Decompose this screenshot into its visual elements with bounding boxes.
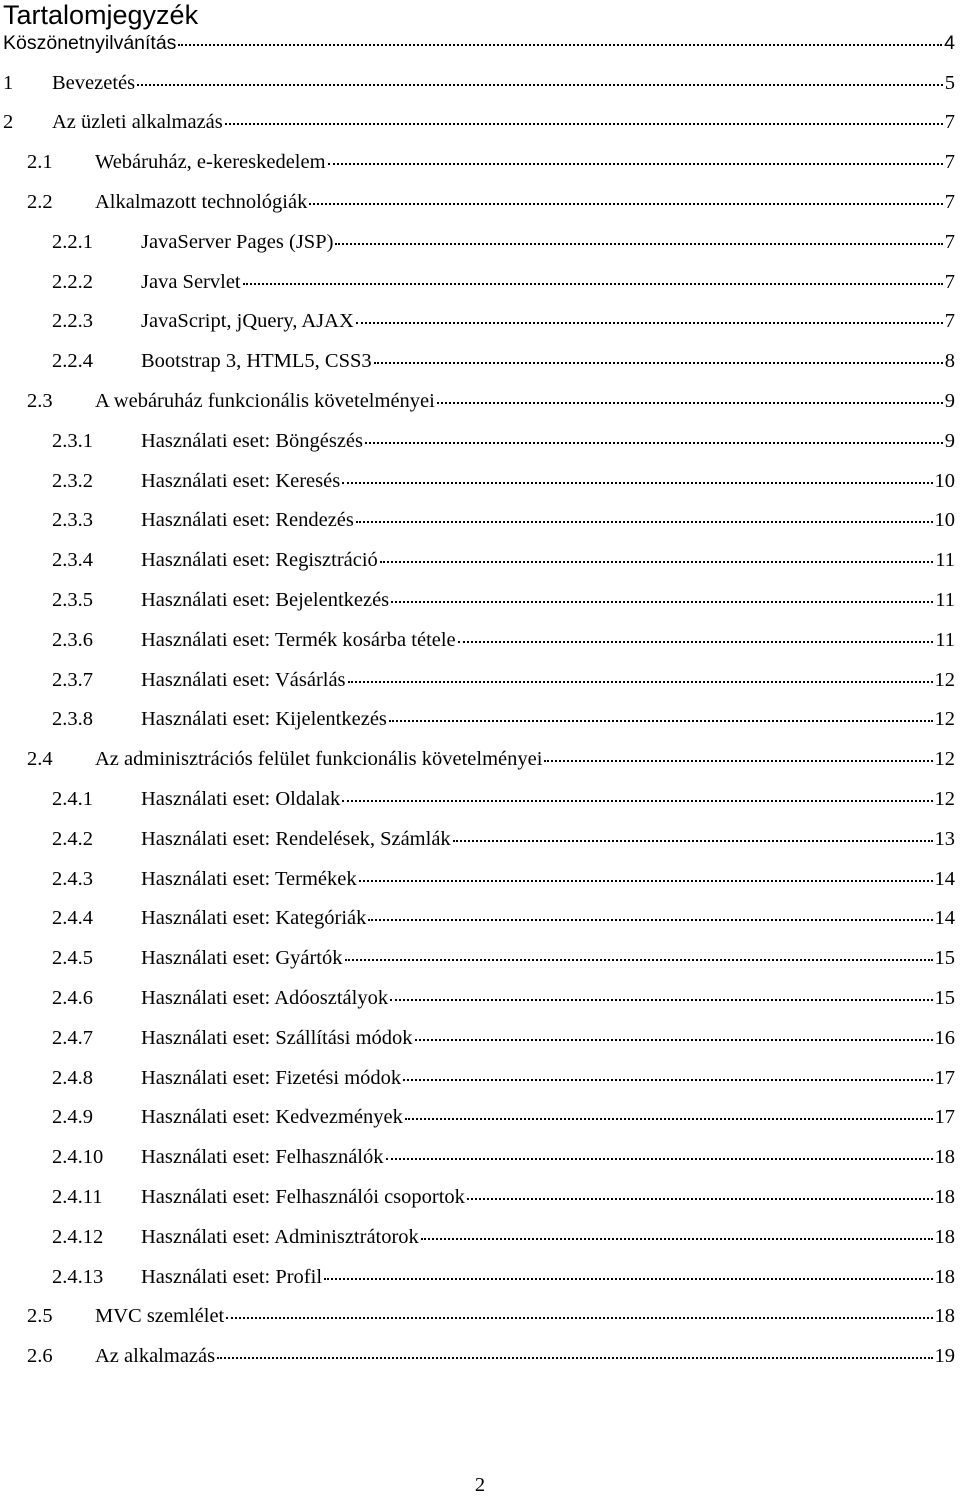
toc-entry-number: 2.4.5 [52, 947, 93, 970]
toc-entry-number: 2.2.3 [52, 310, 93, 333]
toc-entry-number: 2.3 [27, 389, 53, 412]
toc-entry-line [52, 310, 955, 333]
toc-entry-title: Használati eset: Kedvezmények [141, 1106, 403, 1129]
toc-dot-leader [389, 720, 933, 722]
toc-entry-line [52, 231, 955, 254]
toc-entry[interactable] [0, 743, 960, 783]
toc-entry-number: 2.3.7 [52, 668, 93, 691]
toc-dot-leader [453, 840, 933, 842]
toc-entry-line [27, 1305, 955, 1328]
toc-dot-leader [342, 482, 932, 484]
toc-entry-title: Használati eset: Keresés [141, 469, 341, 492]
toc-entry-line [52, 271, 955, 294]
toc-entry-page: 16 [934, 1026, 955, 1049]
toc-entry-number: 2.2.4 [52, 350, 93, 373]
toc-entry-page: 13 [934, 827, 955, 850]
toc-dot-leader [178, 44, 942, 46]
toc-entry[interactable] [0, 863, 960, 903]
toc-entry-title: Az adminisztrációs felület funkcionális követelményei [95, 748, 543, 771]
toc-entry-page: 14 [934, 907, 955, 930]
toc-entry-title: A webáruház funkcionális követelményei [95, 389, 435, 412]
toc-dot-leader [421, 1238, 933, 1240]
toc-entry-page: 19 [934, 1345, 955, 1368]
toc-entry[interactable] [0, 226, 960, 266]
toc-entry-page: 15 [934, 947, 955, 970]
toc-entry-page: 12 [934, 668, 955, 691]
toc-entry-line [52, 470, 955, 493]
toc-entry[interactable] [0, 345, 960, 385]
toc-entry-line [27, 191, 955, 214]
toc-entry-page: 12 [934, 748, 955, 771]
toc-entry-number: 2.4.6 [52, 986, 93, 1009]
toc-entry-title: Használati eset: Fizetési módok [141, 1066, 402, 1089]
toc-entry-line [52, 430, 955, 453]
toc-dot-leader [391, 601, 933, 603]
toc-entry-page: 5 [944, 71, 955, 94]
toc-entry-page: 11 [935, 549, 955, 572]
toc-entry-page: 7 [944, 151, 955, 174]
toc-entry[interactable] [0, 704, 960, 744]
toc-entry[interactable] [0, 1181, 960, 1221]
toc-entry-title: MVC szemlélet [95, 1305, 225, 1328]
toc-entry-number: 2.4.1 [52, 787, 93, 810]
toc-entry-title: Használati eset: Szállítási módok [141, 1026, 413, 1049]
toc-entry-page: 7 [944, 111, 955, 134]
toc-entry[interactable] [0, 942, 960, 982]
toc-entry-title: Használati eset: Böngészés [141, 429, 364, 452]
toc-entry-line [27, 1345, 955, 1368]
toc-entry-line [52, 629, 955, 652]
toc-dot-leader [342, 800, 932, 802]
toc-dot-leader [390, 999, 932, 1001]
toc-entry-number: 2.4.2 [52, 827, 93, 850]
toc-dot-leader [345, 959, 933, 961]
toc-entry-page: 15 [934, 986, 955, 1009]
toc-dot-leader [405, 1118, 933, 1120]
toc-entry-number: 2.3.8 [52, 708, 93, 731]
toc-entry-number: 2.4.8 [52, 1066, 93, 1089]
toc-entry-page: 18 [934, 1146, 955, 1169]
toc-entry-title: Az alkalmazás [95, 1345, 216, 1368]
toc-entry-page: 11 [935, 628, 955, 651]
toc-entry-title: Használati eset: Adóosztályok [141, 986, 389, 1009]
toc-entry-number: 2.4.7 [52, 1026, 93, 1049]
toc-entry-number: 2.3.2 [52, 469, 93, 492]
toc-entry-line [52, 1186, 955, 1209]
toc-list [0, 27, 960, 1380]
toc-entry-page: 18 [934, 1265, 955, 1288]
toc-entry-line [52, 1027, 955, 1050]
toc-entry-number: 2.6 [27, 1345, 53, 1368]
toc-entry[interactable] [0, 385, 960, 425]
toc-entry-page: 18 [934, 1305, 955, 1328]
page-number: 2 [474, 1474, 486, 1496]
toc-dot-leader [368, 919, 932, 921]
toc-entry-title: Webáruház, e-kereskedelem [95, 151, 326, 174]
toc-dot-leader [380, 561, 933, 563]
toc-entry-page: 12 [934, 708, 955, 731]
toc-entry-title: Használati eset: Vásárlás [141, 668, 346, 691]
toc-entry-page: 7 [944, 270, 955, 293]
toc-entry-page: 4 [944, 31, 955, 54]
toc-dot-leader [458, 641, 934, 643]
toc-entry-line [52, 669, 955, 692]
toc-entry-title: Használati eset: Profil [141, 1265, 323, 1288]
toc-entry-page: 10 [934, 469, 955, 492]
toc-entry[interactable] [0, 664, 960, 704]
toc-entry-line [3, 111, 955, 134]
toc-entry-page: 18 [934, 1225, 955, 1248]
toc-entry[interactable] [0, 982, 960, 1022]
toc-entry-line [52, 589, 955, 612]
toc-entry-page: 14 [934, 867, 955, 890]
toc-entry[interactable] [0, 425, 960, 465]
toc-entry-page: 8 [944, 350, 955, 373]
toc-dot-leader [467, 1198, 933, 1200]
toc-entry-number: 2.2 [27, 190, 53, 213]
toc-entry-number: 2.1 [27, 151, 53, 174]
toc-entry-title: Használati eset: Rendezés [141, 509, 354, 532]
toc-entry[interactable] [0, 1022, 960, 1062]
toc-entry-line [3, 32, 955, 55]
toc-entry-number: 2.2.2 [52, 270, 93, 293]
toc-entry-title: Használati eset: Adminisztrátorok [141, 1225, 419, 1248]
toc-entry-page: 18 [934, 1185, 955, 1208]
toc-entry-number: 2.2.1 [52, 230, 93, 253]
toc-entry-line [52, 868, 955, 891]
toc-entry[interactable] [0, 27, 960, 67]
toc-dot-leader [374, 362, 943, 364]
toc-entry[interactable] [0, 107, 960, 147]
toc-entry[interactable] [0, 1261, 960, 1301]
toc-entry[interactable] [0, 544, 960, 584]
toc-entry-line [52, 350, 955, 373]
toc-entry[interactable] [0, 146, 960, 186]
toc-entry-title: Használati eset: Felhasználók [141, 1146, 384, 1169]
toc-entry-line [52, 708, 955, 731]
toc-dot-leader [225, 123, 943, 125]
toc-entry-title: Java Servlet [141, 270, 241, 293]
toc-entry-line [3, 72, 955, 95]
toc-entry-line [52, 1067, 955, 1090]
toc-entry-number: 2.4.9 [52, 1106, 93, 1129]
toc-entry-line [52, 987, 955, 1010]
toc-entry-number: 2.3.5 [52, 588, 93, 611]
toc-entry-page: 7 [944, 310, 955, 333]
toc-entry-title: Használati eset: Kategóriák [141, 907, 367, 930]
toc-entry-number: 2.3.6 [52, 628, 93, 651]
toc-entry-title: Használati eset: Termék kosárba tétele [141, 628, 456, 651]
toc-entry-page: 17 [934, 1066, 955, 1089]
toc-entry-line [52, 788, 955, 811]
toc-dot-leader [403, 1079, 932, 1081]
toc-entry-title: Használati eset: Kijelentkezés [141, 708, 387, 731]
toc-entry-title: Használati eset: Bejelentkezés [141, 588, 390, 611]
toc-entry-title: Köszönetnyilvánítás [3, 31, 177, 54]
toc-entry-line [52, 509, 955, 532]
toc-entry-number: 2.4.13 [52, 1265, 104, 1288]
toc-entry[interactable] [0, 186, 960, 226]
toc-entry-page: 7 [944, 190, 955, 213]
toc-dot-leader [309, 203, 942, 205]
toc-entry-title: Használati eset: Oldalak [141, 787, 341, 810]
toc-entry[interactable] [0, 1102, 960, 1142]
toc-entry-number: 2.4.10 [52, 1146, 104, 1169]
toc-dot-leader [328, 163, 943, 165]
toc-entry[interactable] [0, 306, 960, 346]
toc-entry-number: 2.5 [27, 1305, 53, 1328]
toc-entry-number: 2.4.11 [52, 1185, 103, 1208]
toc-entry-page: 9 [944, 389, 955, 412]
toc-entry-number: 2.3.3 [52, 509, 93, 532]
toc-entry-title: Használati eset: Felhasználói csoportok [141, 1185, 465, 1208]
toc-entry[interactable] [0, 67, 960, 107]
toc-entry-title: Az üzleti alkalmazás [52, 111, 223, 134]
toc-entry-line [52, 1146, 955, 1169]
toc-entry-line [52, 828, 955, 851]
toc-dot-leader [365, 442, 943, 444]
toc-entry-line [52, 549, 955, 572]
toc-entry-number: 2.3.4 [52, 549, 93, 572]
toc-entry[interactable] [0, 1141, 960, 1181]
toc-dot-leader [386, 1158, 933, 1160]
toc-entry-page: 17 [934, 1106, 955, 1129]
toc-entry-page: 9 [944, 429, 955, 452]
toc-entry-title: Használati eset: Regisztráció [141, 549, 378, 572]
toc-entry-number: 1 [3, 71, 14, 94]
toc-entry[interactable] [0, 505, 960, 545]
toc-entry-line [52, 947, 955, 970]
toc-dot-leader [415, 1039, 933, 1041]
toc-entry-page: 11 [935, 588, 955, 611]
toc-entry-line [27, 390, 955, 413]
toc-entry[interactable] [0, 1062, 960, 1102]
toc-entry-line [27, 151, 955, 174]
toc-dot-leader [226, 1317, 932, 1319]
toc-title: Tartalomjegyzék [3, 0, 199, 30]
toc-entry-title: Alkalmazott technológiák [95, 190, 308, 213]
toc-dot-leader [437, 402, 943, 404]
toc-entry-title: Használati eset: Rendelések, Számlák [141, 827, 451, 850]
toc-entry[interactable] [0, 903, 960, 943]
toc-entry[interactable] [0, 1221, 960, 1261]
toc-entry[interactable] [0, 823, 960, 863]
toc-entry[interactable] [0, 1340, 960, 1380]
toc-entry[interactable] [0, 624, 960, 664]
toc-entry-title: Bootstrap 3, HTML5, CSS3 [141, 350, 372, 373]
toc-dot-leader [356, 521, 933, 523]
toc-entry[interactable] [0, 266, 960, 306]
toc-dot-leader [324, 1278, 932, 1280]
toc-dot-leader [356, 322, 943, 324]
toc-entry-number: 2.4.3 [52, 867, 93, 890]
toc-entry-page: 12 [934, 787, 955, 810]
toc-dot-leader [137, 84, 943, 86]
toc-entry-number: 2.3.1 [52, 429, 93, 452]
toc-entry-line [52, 1106, 955, 1129]
toc-dot-leader [335, 243, 942, 245]
toc-entry-number: 2.4.4 [52, 907, 93, 930]
toc-entry-number: 2.4 [27, 748, 53, 771]
toc-entry-line [27, 748, 955, 771]
toc-dot-leader [243, 283, 943, 285]
toc-dot-leader [217, 1357, 932, 1359]
toc-entry[interactable] [0, 1301, 960, 1341]
toc-dot-leader [359, 880, 933, 882]
toc-entry-line [52, 1266, 955, 1289]
toc-dot-leader [544, 760, 932, 762]
toc-entry-line [52, 1226, 955, 1249]
toc-entry[interactable] [0, 584, 960, 624]
toc-entry-number: 2 [3, 111, 14, 134]
toc-entry-title: Bevezetés [52, 71, 136, 94]
toc-entry[interactable] [0, 465, 960, 505]
toc-entry-title: Használati eset: Termékek [141, 867, 357, 890]
toc-entry-page: 10 [934, 509, 955, 532]
toc-entry-title: JavaScript, jQuery, AJAX [141, 310, 354, 333]
toc-entry[interactable] [0, 783, 960, 823]
toc-entry-title: JavaServer Pages (JSP) [141, 230, 334, 253]
toc-entry-page: 7 [944, 230, 955, 253]
toc-entry-line [52, 907, 955, 930]
toc-entry-number: 2.4.12 [52, 1225, 104, 1248]
toc-entry-title: Használati eset: Gyártók [141, 947, 343, 970]
toc-dot-leader [348, 681, 933, 683]
